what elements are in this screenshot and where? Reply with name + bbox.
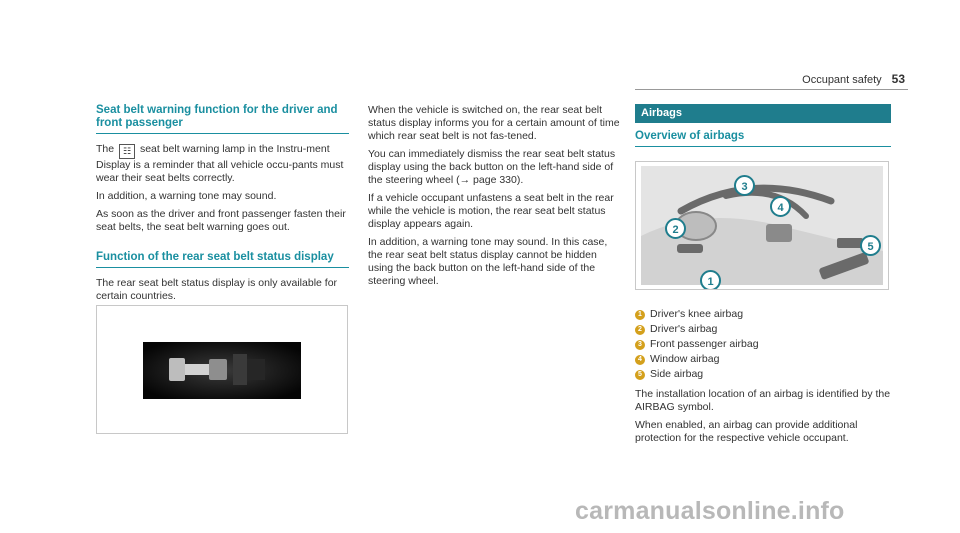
column-left <box>96 104 349 308</box>
status-display-paragraph: When the vehicle is switched on, the rear seat belt status display informs you for a certain amount of time which rear seat belt is not fas-tened. <box>368 104 620 142</box>
legend-number-badge: 1 <box>635 310 645 320</box>
legend-number-badge: 4 <box>635 355 645 365</box>
airbag-protection-paragraph: When enabled, an airbag can provide additional protection for the respective vehicle occupant. <box>635 419 858 444</box>
callout-1: 1 <box>700 270 721 290</box>
legend-label: Driver's knee airbag <box>650 308 744 320</box>
watermark-text: carmanualsonline.info <box>575 497 845 525</box>
paragraph-text-end: seat belt warning lamp in the Instru-ment Display is a reminder that all vehicle occu-pants must wear their seat belts correctly. <box>96 143 344 184</box>
section-title: Occupant safety <box>802 74 882 86</box>
airbag-legend <box>635 307 891 382</box>
rear-seatbelt-heading: Function of the rear seat belt status display <box>96 251 334 263</box>
legend-label: Window airbag <box>650 353 720 365</box>
dismiss-display-paragraph: You can immediately dismiss the rear seat belt status display using the back button on the left-hand side of the steering wheel (→ page 330). <box>368 148 616 186</box>
legend-item <box>635 322 891 337</box>
warning-tone-rear-paragraph: In addition, a warning tone may sound. In this case, the rear seat belt status display cannot be hidden using the back button on the left-hand side of the steering wheel. <box>368 236 608 287</box>
callout-5: 5 <box>860 235 881 256</box>
seatbelt-warning-icon: ☷ <box>119 144 135 159</box>
page-header <box>802 73 905 87</box>
airbag-overview-heading: Overview of airbags <box>635 130 745 142</box>
header-divider <box>635 89 908 90</box>
legend-item <box>635 337 891 352</box>
legend-item <box>635 367 891 382</box>
paragraph-text-start: The <box>96 143 115 155</box>
legend-label: Side airbag <box>650 368 704 380</box>
seatbelt-status-icon <box>143 342 301 399</box>
unfasten-paragraph: If a vehicle occupant unfastens a seat belt in the rear while the vehicle is motion, the rear seat belt status display appears again. <box>368 192 614 230</box>
heading-divider <box>96 133 349 134</box>
car-interior-image <box>641 166 883 288</box>
legend-label: Driver's airbag <box>650 323 718 335</box>
column-right <box>635 104 891 450</box>
airbags-section-bar: Airbags <box>635 104 891 123</box>
page-number: 53 <box>891 72 905 86</box>
warning-off-paragraph: As soon as the driver and front passenger fasten their seat belts, the seat belt warning goes out. <box>96 208 346 233</box>
legend-number-badge: 3 <box>635 340 645 350</box>
airbag-overview-figure <box>635 161 889 290</box>
rear-seatbelt-paragraph: The rear seat belt status display is only available for certain countries. <box>96 277 338 302</box>
callout-3: 3 <box>734 175 755 196</box>
heading-divider <box>635 146 891 147</box>
legend-item <box>635 352 891 367</box>
warning-tone-paragraph: In addition, a warning tone may sound. <box>96 190 277 202</box>
rear-seatbelt-display-image <box>143 342 301 399</box>
callout-2: 2 <box>665 218 686 239</box>
callout-4: 4 <box>770 196 791 217</box>
seatbelt-warning-heading: Seat belt warning function for the driver and front passenger <box>96 104 338 129</box>
legend-number-badge: 2 <box>635 325 645 335</box>
heading-divider <box>96 267 349 268</box>
airbag-symbol-paragraph: The installation location of an airbag is identified by the AIRBAG symbol. <box>635 388 891 413</box>
legend-item <box>635 307 891 322</box>
seatbelt-warning-paragraph <box>96 143 349 185</box>
legend-number-badge: 5 <box>635 370 645 380</box>
column-middle <box>368 104 620 293</box>
rear-seatbelt-display-figure <box>96 305 348 434</box>
legend-label: Front passenger airbag <box>650 338 759 350</box>
